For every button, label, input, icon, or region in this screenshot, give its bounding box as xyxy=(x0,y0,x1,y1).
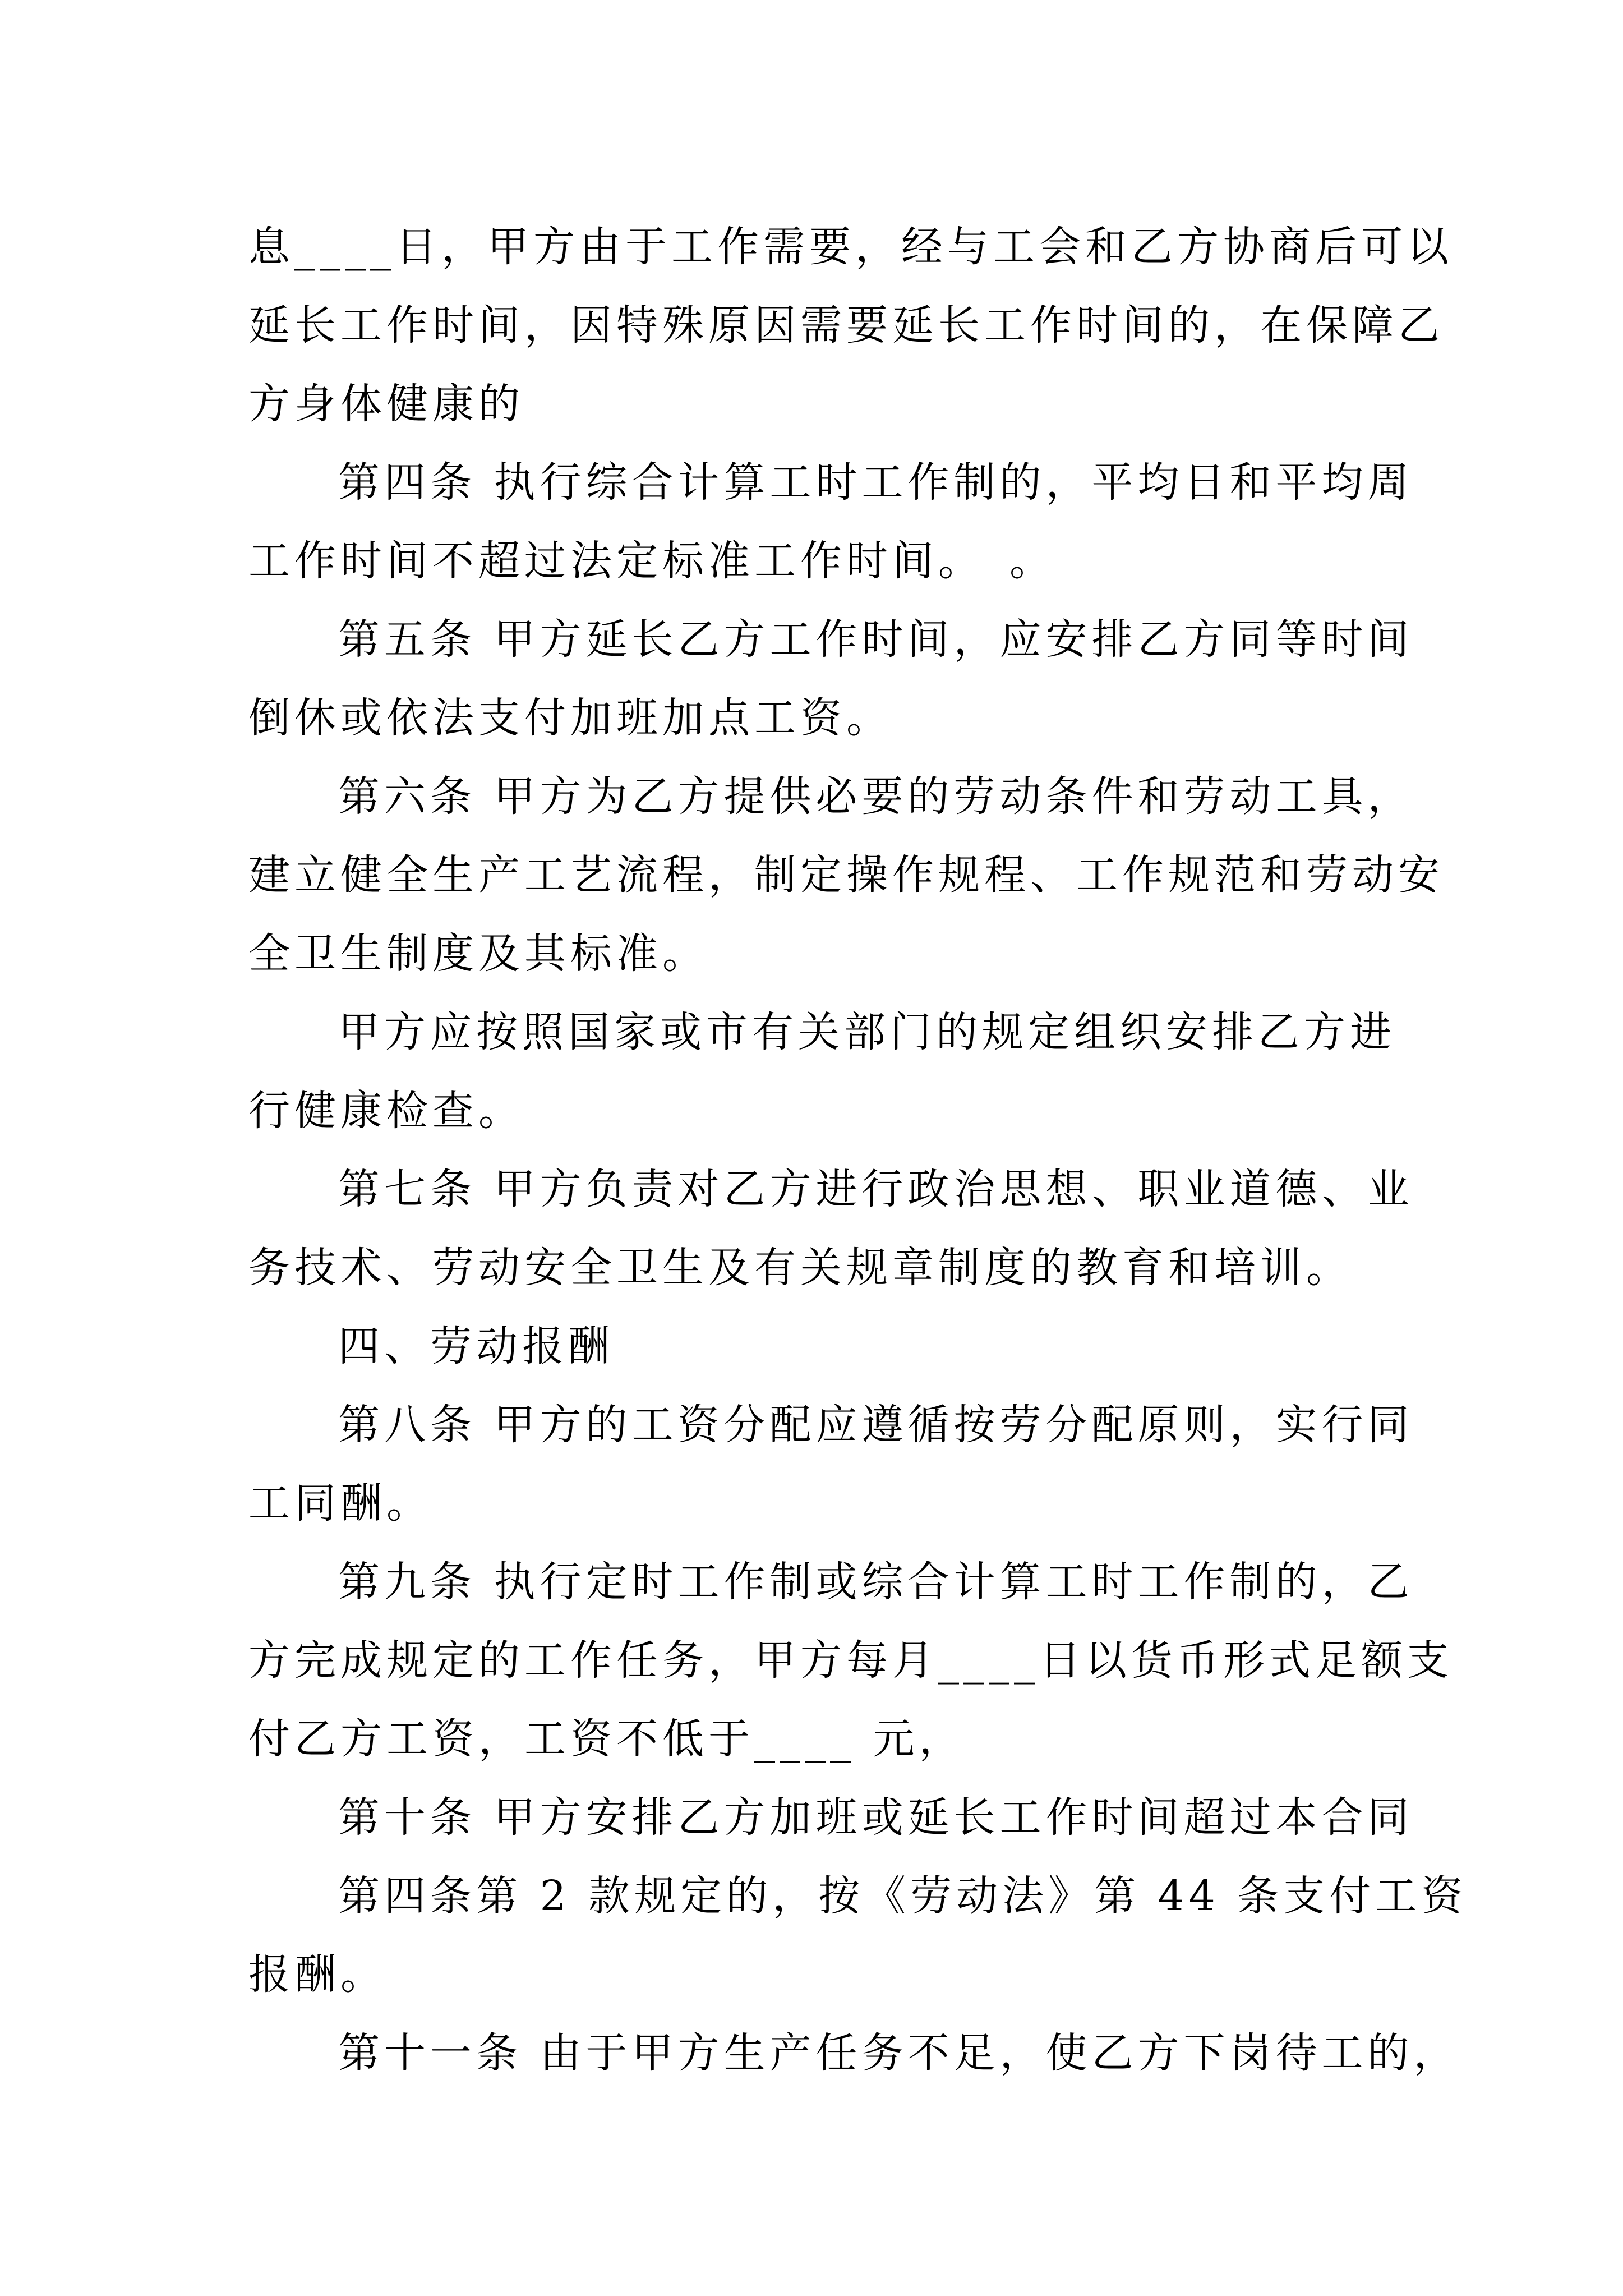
text-line: 务技术、劳动安全卫生及有关规章制度的教育和培训。 xyxy=(248,1244,1352,1292)
text-line: 方完成规定的工作任务，甲方每月____日以货币形式足额支 xyxy=(248,1636,1453,1685)
text-line: 延长工作时间，因特殊原因需要延长工作时间的，在保障乙 xyxy=(248,301,1444,349)
article-5-line: 第五条 甲方延长乙方工作时间，应安排乙方同等时间 xyxy=(338,615,1414,664)
text-line: 方身体健康的 xyxy=(248,380,524,428)
text-line: 工同酬。 xyxy=(248,1479,432,1527)
article-4-line: 第四条 执行综合计算工时工作制的，平均日和平均周 xyxy=(338,458,1414,507)
text-line: 行健康检查。 xyxy=(248,1087,524,1135)
text-line: 息____日，甲方由于工作需要，经与工会和乙方协商后可以 xyxy=(248,223,1453,271)
article-10-line: 第十条 甲方安排乙方加班或延长工作时间超过本合同 xyxy=(338,1793,1414,1842)
article-11-line: 第十一条 由于甲方生产任务不足，使乙方下岗待工的， xyxy=(338,2029,1460,2077)
text-line: 报酬。 xyxy=(248,1950,386,1999)
text-line: 倒休或依法支付加班加点工资。 xyxy=(248,694,892,742)
document-body xyxy=(248,208,1468,2092)
section-heading: 四、劳动报酬 xyxy=(338,1322,614,1370)
text-line: 工作时间不超过法定标准工作时间。 。 xyxy=(248,537,1055,585)
text-line: 全卫生制度及其标准。 xyxy=(248,930,708,978)
article-8-line: 第八条 甲方的工资分配应遵循按劳分配原则，实行同 xyxy=(338,1401,1414,1449)
article-9-line: 第九条 执行定时工作制或综合计算工时工作制的，乙 xyxy=(338,1558,1414,1606)
text-line: 建立健全生产工艺流程，制定操作规程、工作规范和劳动安 xyxy=(248,851,1444,899)
article-6-line: 第六条 甲方为乙方提供必要的劳动条件和劳动工具， xyxy=(338,772,1414,821)
text-line: 第四条第 2 款规定的，按《劳动法》第 44 条支付工资 xyxy=(338,1872,1468,1920)
text-line: 付乙方工资，工资不低于____ 元， xyxy=(248,1715,965,1763)
paragraph-line: 甲方应按照国家或市有关部门的规定组织安排乙方进 xyxy=(338,1008,1396,1056)
article-7-line: 第七条 甲方负责对乙方进行政治思想、职业道德、业 xyxy=(338,1165,1414,1213)
